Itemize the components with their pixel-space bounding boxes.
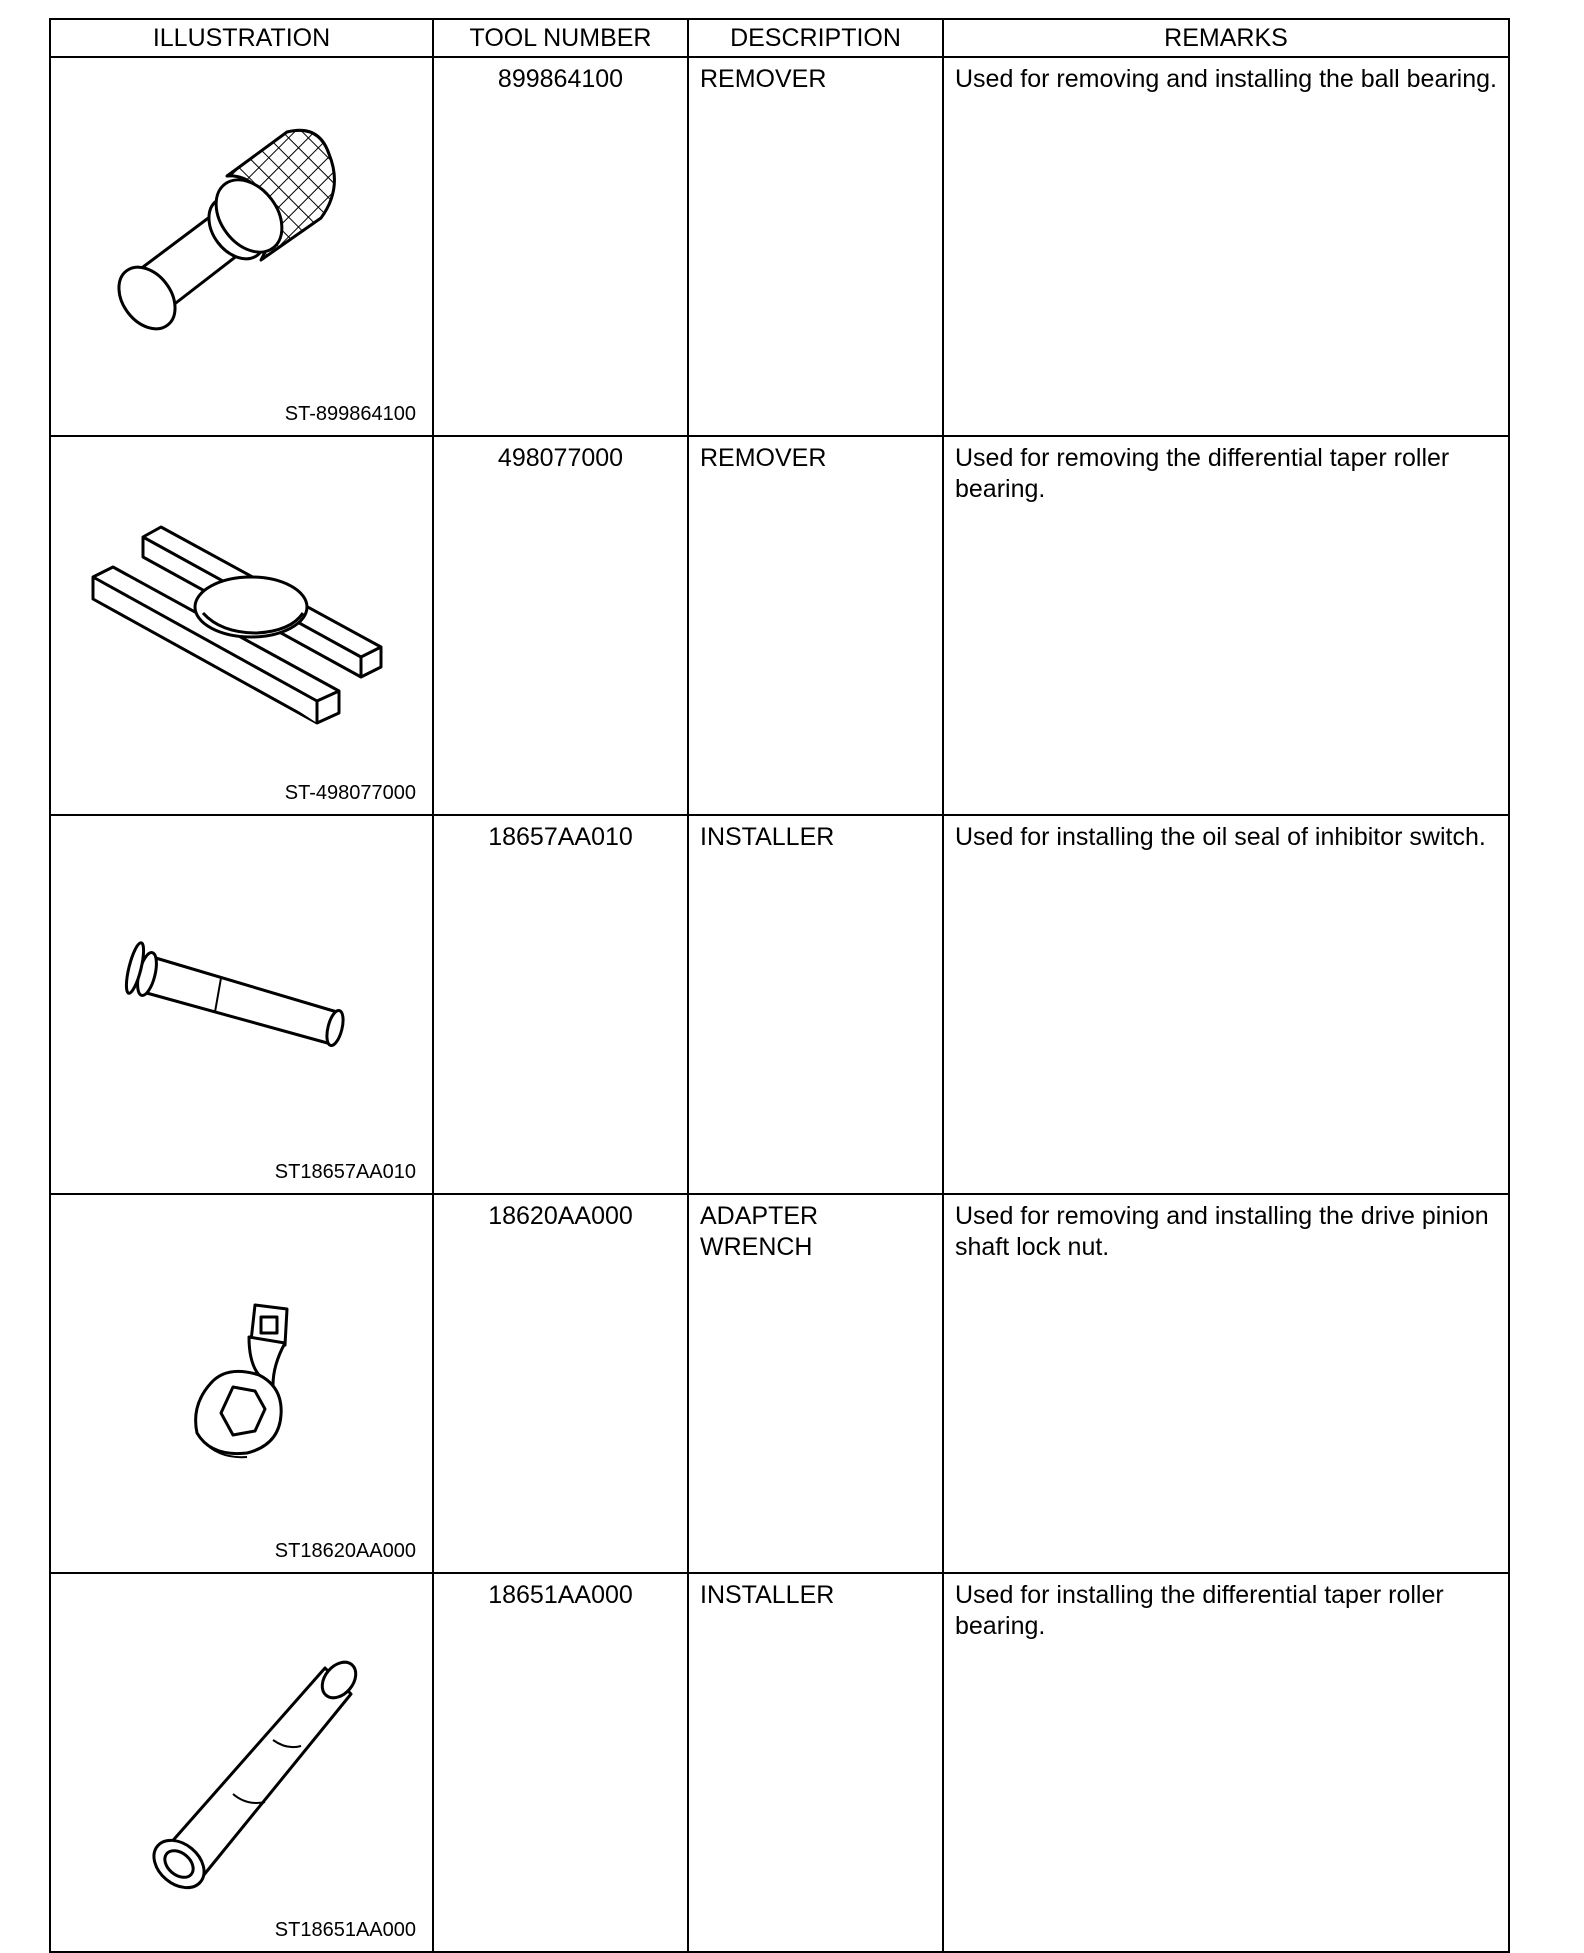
tool-remarks: Used for removing and installing the ball bearing. (943, 57, 1509, 436)
table-row (50, 57, 1509, 436)
tool-description: INSTALLER (688, 1573, 943, 1952)
table-row (50, 1573, 1509, 1952)
tool-remarks: Used for removing and installing the drive pinion shaft lock nut. (943, 1194, 1509, 1573)
tool-description: ADAPTER WRENCH (688, 1194, 943, 1573)
illustration-code: ST18657AA010 (274, 1161, 416, 1183)
tool-number: 899864100 (433, 57, 688, 436)
header-tool-number: TOOL NUMBER (433, 19, 688, 57)
knurled-remover-icon (51, 58, 432, 408)
tube-installer-icon (51, 816, 432, 1166)
tool-description: REMOVER (688, 57, 943, 436)
header-remarks: REMARKS (943, 19, 1509, 57)
illustration-cell (50, 57, 433, 436)
split-plate-remover-icon (51, 437, 432, 787)
illustration-code: ST-899864100 (284, 403, 416, 425)
illustration-cell (50, 1194, 433, 1573)
tool-remarks: Used for installing the oil seal of inhibitor switch. (943, 815, 1509, 1194)
tool-description: REMOVER (688, 436, 943, 815)
illustration-code: ST18651AA000 (274, 1919, 416, 1941)
illustration-cell (50, 1573, 433, 1952)
sleeve-installer-icon (51, 1574, 432, 1924)
tool-remarks: Used for installing the differential taper roller bearing. (943, 1573, 1509, 1952)
tool-description: INSTALLER (688, 815, 943, 1194)
tool-number: 498077000 (433, 436, 688, 815)
tool-number: 18651AA000 (433, 1573, 688, 1952)
header-description: DESCRIPTION (688, 19, 943, 57)
tool-number: 18657AA010 (433, 815, 688, 1194)
adapter-wrench-icon (51, 1195, 432, 1545)
header-illustration: ILLUSTRATION (50, 19, 433, 57)
tool-number: 18620AA000 (433, 1194, 688, 1573)
tool-remarks: Used for removing the differential taper roller bearing. (943, 436, 1509, 815)
header-row (50, 19, 1509, 57)
special-tools-sheet (49, 18, 1508, 1941)
illustration-cell (50, 436, 433, 815)
illustration-code: ST18620AA000 (274, 1540, 416, 1562)
table-row (50, 815, 1509, 1194)
illustration-code: ST-498077000 (284, 782, 416, 804)
table-row (50, 436, 1509, 815)
illustration-cell (50, 815, 433, 1194)
table-row (50, 1194, 1509, 1573)
tools-table (49, 18, 1510, 1953)
